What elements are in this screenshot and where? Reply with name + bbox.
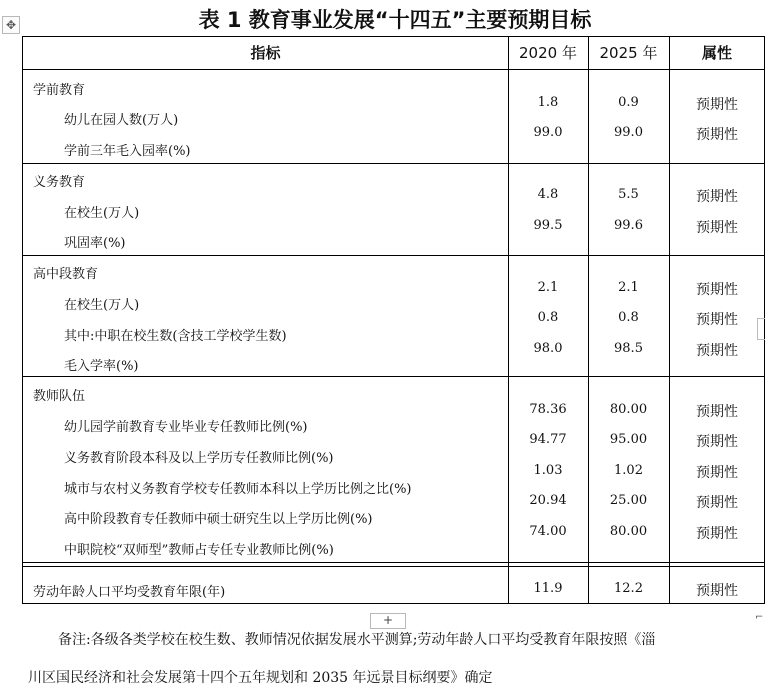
value-2020: 98.0 (533, 341, 563, 356)
value-2020: 99.0 (533, 125, 563, 140)
note-line-2: 川区国民经济和社会发展第十四个五年规划和 2035 年远景目标纲要》确定 (28, 670, 493, 686)
section-label: 学前教育 (33, 83, 86, 98)
attribute-cell: 预期性 (696, 220, 738, 236)
section-label: 劳动年龄人口平均受教育年限(年) (33, 585, 226, 600)
attribute-cell: 预期性 (696, 495, 738, 511)
header-2025: 2025 年 (599, 44, 658, 62)
value-2025: 80.00 (609, 524, 648, 539)
value-2020: 78.36 (529, 402, 567, 417)
value-2025: 99.6 (614, 218, 643, 233)
value-2020: 0.8 (537, 310, 559, 325)
attribute-cell: 预期性 (696, 343, 738, 359)
value-2020: 11.9 (533, 581, 563, 596)
note-line-1: 备注:各级各类学校在校生数、教师情况依据发展水平测算;劳动年龄人口平均受教育年限按照《淄 (58, 632, 656, 648)
row-label: 在校生(万人) (64, 298, 140, 313)
value-2020: 74.00 (529, 524, 567, 539)
value-2025: 1.02 (614, 463, 643, 478)
row-label: 幼儿在园人数(万人) (64, 113, 179, 128)
row-divider (23, 376, 764, 377)
value-2020: 99.5 (533, 218, 563, 233)
value-2020: 20.94 (529, 493, 567, 508)
table-title: 表 1 教育事业发展“十四五”主要预期目标 (198, 8, 592, 32)
attribute-cell: 预期性 (696, 465, 738, 481)
row-divider (23, 255, 764, 256)
row-label: 义务教育阶段本科及以上学历专任教师比例(%) (64, 451, 334, 466)
value-2025: 98.5 (614, 341, 643, 356)
value-2025: 2.1 (618, 280, 639, 295)
attribute-cell: 预期性 (696, 583, 738, 599)
value-2025: 80.00 (609, 402, 648, 417)
attribute-cell: 预期性 (696, 97, 738, 113)
row-divider (23, 163, 764, 164)
attribute-cell: 预期性 (696, 404, 738, 420)
value-2025: 99.0 (614, 125, 643, 140)
row-divider (23, 69, 764, 70)
attribute-cell: 预期性 (696, 127, 738, 143)
row-label: 巩固率(%) (64, 236, 126, 251)
row-label: 在校生(万人) (64, 206, 140, 221)
value-2020: 1.8 (537, 95, 559, 110)
value-2020: 94.77 (529, 432, 567, 447)
row-label: 学前三年毛入园率(%) (64, 144, 191, 159)
row-divider (23, 566, 764, 567)
row-label: 城市与农村义务教育学校专任教师本科以上学历比例之比(%) (64, 482, 412, 497)
value-2020: 1.03 (533, 463, 563, 478)
value-2025: 12.2 (614, 581, 643, 596)
value-2025: 5.5 (618, 187, 639, 202)
value-2020: 2.1 (537, 280, 559, 295)
add-row-button[interactable]: + (370, 613, 406, 629)
attribute-cell: 预期性 (696, 434, 738, 450)
value-2020: 4.8 (537, 187, 559, 202)
targets-table (22, 36, 765, 604)
table-move-handle-icon[interactable]: ✥ (2, 16, 20, 34)
attribute-cell: 预期性 (696, 312, 738, 328)
section-label: 高中段教育 (33, 267, 99, 282)
value-2025: 95.00 (609, 432, 648, 447)
attribute-cell: 预期性 (696, 189, 738, 205)
row-label: 幼儿园学前教育专业毕业专任教师比例(%) (64, 420, 308, 435)
table-resize-corner-icon[interactable]: ⌐ (755, 612, 764, 623)
attribute-cell: 预期性 (696, 282, 738, 298)
header-2020: 2020 年 (519, 44, 577, 62)
value-2025: 25.00 (609, 493, 648, 508)
header-attribute: 属性 (701, 44, 732, 62)
section-label: 教师队伍 (33, 389, 86, 404)
section-label: 义务教育 (33, 175, 86, 190)
resize-edge-icon[interactable] (757, 318, 765, 340)
header-indicator: 指标 (250, 44, 281, 62)
row-label: 毛入学率(%) (64, 359, 139, 374)
row-label: 高中阶段教育专任教师中硕士研究生以上学历比例(%) (64, 512, 373, 527)
row-label: 中职院校“双师型”教师占专任专业教师比例(%) (64, 543, 334, 558)
row-divider (23, 562, 764, 563)
value-2025: 0.8 (618, 310, 639, 325)
row-label: 其中:中职在校生数(含技工学校学生数) (64, 329, 287, 344)
attribute-cell: 预期性 (696, 526, 738, 542)
value-2025: 0.9 (618, 95, 639, 110)
